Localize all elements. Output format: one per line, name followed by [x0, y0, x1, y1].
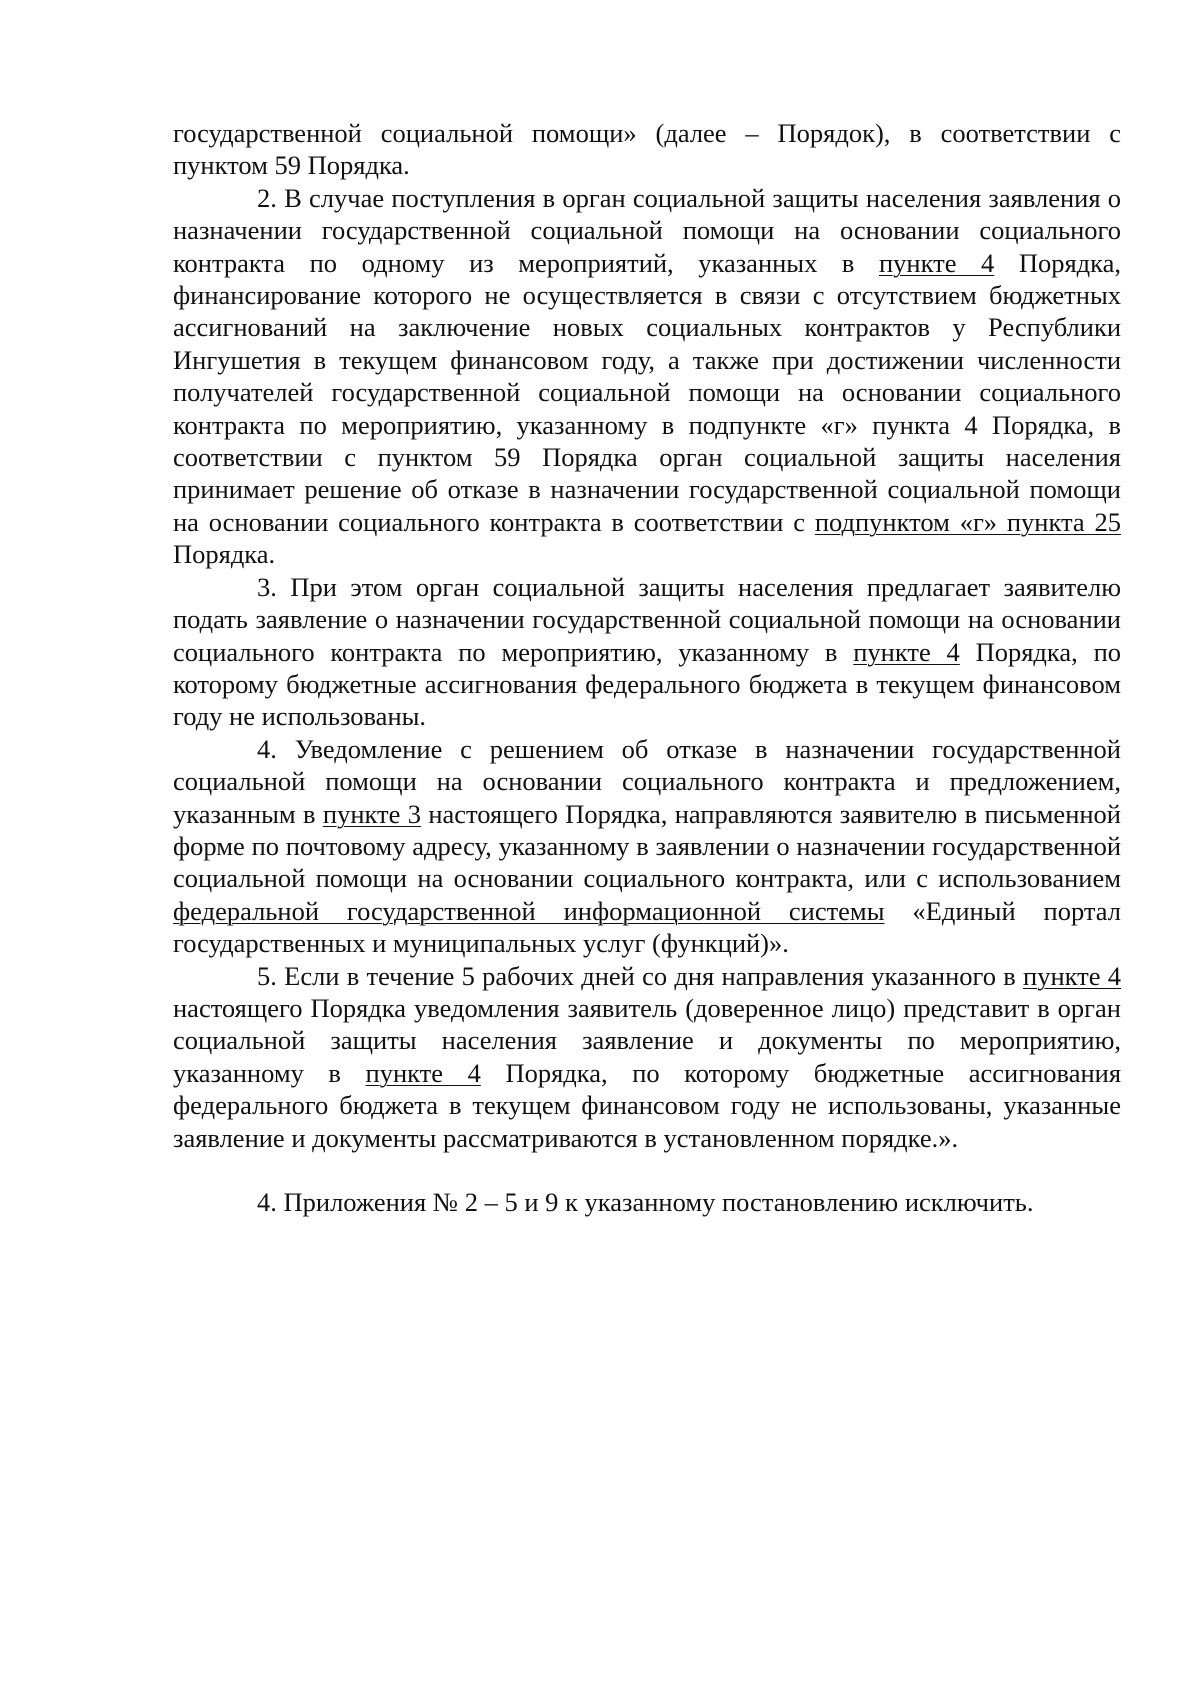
- paragraph-text: государственной социальной помощи» (далее – Порядок), в соответствии с пунктом 59 Порядка.: [173, 118, 1121, 181]
- paragraph-text: Порядка, по которому бюджетные ассигнования федерального бюджета в текущем финансовом году не использованы.: [173, 636, 1121, 732]
- paragraph-text: настоящего Порядка, направляются заявителю в письменной форме по почтовому адресу, указанному в заявлении о назначении государственной социальной помощи на основании социального контракта, или с использованием: [173, 798, 1121, 894]
- paragraph-continuation: [173, 117, 1121, 182]
- paragraph-text: 3. При этом орган социальной защиты населения предлагает заявителю подать заявление о назначении государственной социальной помощи на основании социального контракта по мероприятию, указанному в: [173, 571, 1121, 667]
- paragraph-item-3: [173, 571, 1121, 733]
- reference-link-punkt-4[interactable]: пункте 4: [853, 636, 960, 667]
- reference-link-podpunkt-g-punkt-25[interactable]: подпунктом «г» пункта 25: [814, 506, 1121, 537]
- reference-link-federal-info-system[interactable]: федеральной государственной информационной системы: [173, 895, 885, 926]
- document-page: [173, 117, 1121, 1218]
- paragraph-item-4: [173, 733, 1121, 960]
- paragraph-text: «Единый портал государственных и муниципальных услуг (функций)».: [173, 895, 1121, 959]
- paragraph-text: настоящего Порядка уведомления заявитель (доверенное лицо) представит в орган социальной защиты населения заявление и документы по мероприятию, указанному в: [173, 992, 1121, 1088]
- reference-link-punkt-4[interactable]: пункте 4: [878, 247, 995, 278]
- paragraph-text: Порядка.: [173, 539, 276, 570]
- paragraph-text: Порядка, финансирование которого не осуществляется в связи с отсутствием бюджетных ассигнований на заключение новых социальных контрактов у Республики Ингушетия в текущем финансовом году, а также при достижении численности получателей государственной социальной помощи на основании социального контракта по мероприятию, указанному в подпункте «г» пункта 4 Порядка, в соответствии с пунктом 59 Порядка орган социальной защиты населения принимает решение об отказе в назначении государственной социальной помощи на основании социального контракта в соответствии с: [173, 247, 1122, 537]
- paragraph-text: 4. Приложения № 2 – 5 и 9 к указанному постановлению исключить.: [257, 1187, 1034, 1217]
- reference-link-punkt-3[interactable]: пункте 3: [322, 798, 421, 829]
- paragraph-text: Порядка, по которому бюджетные ассигнования федерального бюджета в текущем финансовом году не использованы, указанные заявление и документы рассматриваются в установленном порядке.».: [173, 1057, 1122, 1153]
- reference-link-punkt-4[interactable]: пункте 4: [1023, 960, 1121, 991]
- reference-link-punkt-4[interactable]: пункте 4: [365, 1057, 481, 1088]
- paragraph-final-item-4: [173, 1186, 1121, 1218]
- paragraph-text: 4. Уведомление с решением об отказе в назначении государственной социальной помощи на основании социального контракта и предложением, указанным в: [173, 733, 1121, 829]
- paragraph-item-5: [173, 960, 1121, 1154]
- paragraph-text: 5. Если в течение 5 рабочих дней со дня направления указанного в: [257, 960, 1024, 991]
- paragraph-item-2: [173, 182, 1121, 571]
- paragraph-text: 2. В случае поступления в орган социальной защиты населения заявления о назначении государственной социальной помощи на основании социального контракта по одному из мероприятий, указанных в: [173, 182, 1121, 278]
